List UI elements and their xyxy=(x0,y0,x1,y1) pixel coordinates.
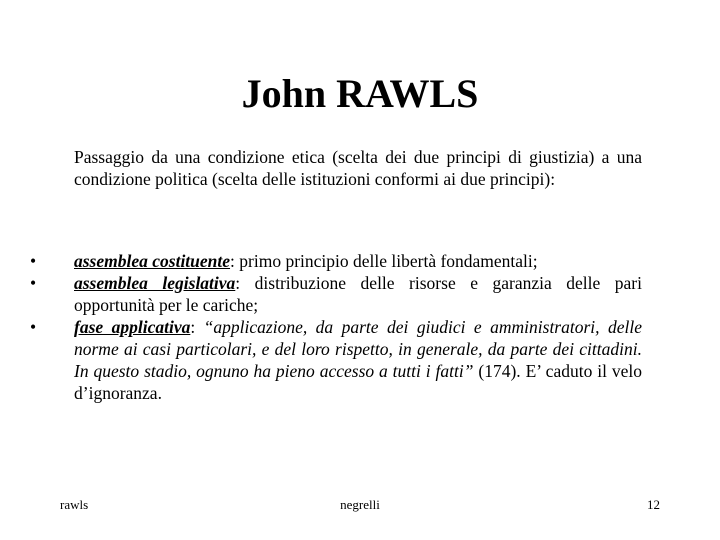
page-number: 12 xyxy=(647,497,660,512)
bullet-icon: • xyxy=(30,273,37,293)
bullet-term: assemblea legislativa xyxy=(74,273,236,293)
bullet-term: assemblea costituente xyxy=(74,251,231,271)
bullet-item-application-phase xyxy=(30,316,642,404)
bullet-quote: “applicazione, da parte dei giudici e amministratori, delle norme ai casi particolari, e del loro rispetto, in generale, da parte dei cittadini. In questo stadio, ognuno ha pieno accesso a tutti i fatti” xyxy=(74,317,642,381)
bullet-list xyxy=(30,250,642,404)
bullet-item-legislative-assembly xyxy=(30,272,642,316)
slide-title: John RAWLS xyxy=(241,71,479,116)
footer-center-label: negrelli xyxy=(340,497,380,512)
bullet-item-constituent-assembly xyxy=(30,250,642,272)
bullet-colon: : xyxy=(190,317,204,337)
bullet-term: fase applicativa xyxy=(74,317,191,337)
intro-paragraph: Passaggio da una condizione etica (scelta dei due principi di giustizia) a una condizione politica (scelta delle istituzioni conformi ai due principi): xyxy=(74,147,642,189)
bullet-icon: • xyxy=(30,251,37,271)
bullet-text: : primo principio delle libertà fondamentali; xyxy=(230,251,538,271)
bullet-text: : distribuzione delle risorse e garanzia delle pari opportunità per le cariche; xyxy=(74,273,642,315)
footer-left-label: rawls xyxy=(60,497,89,512)
bullet-icon: • xyxy=(30,317,37,337)
bullet-text: (174). E’ caduto il velo d’ignoranza. xyxy=(74,361,642,403)
